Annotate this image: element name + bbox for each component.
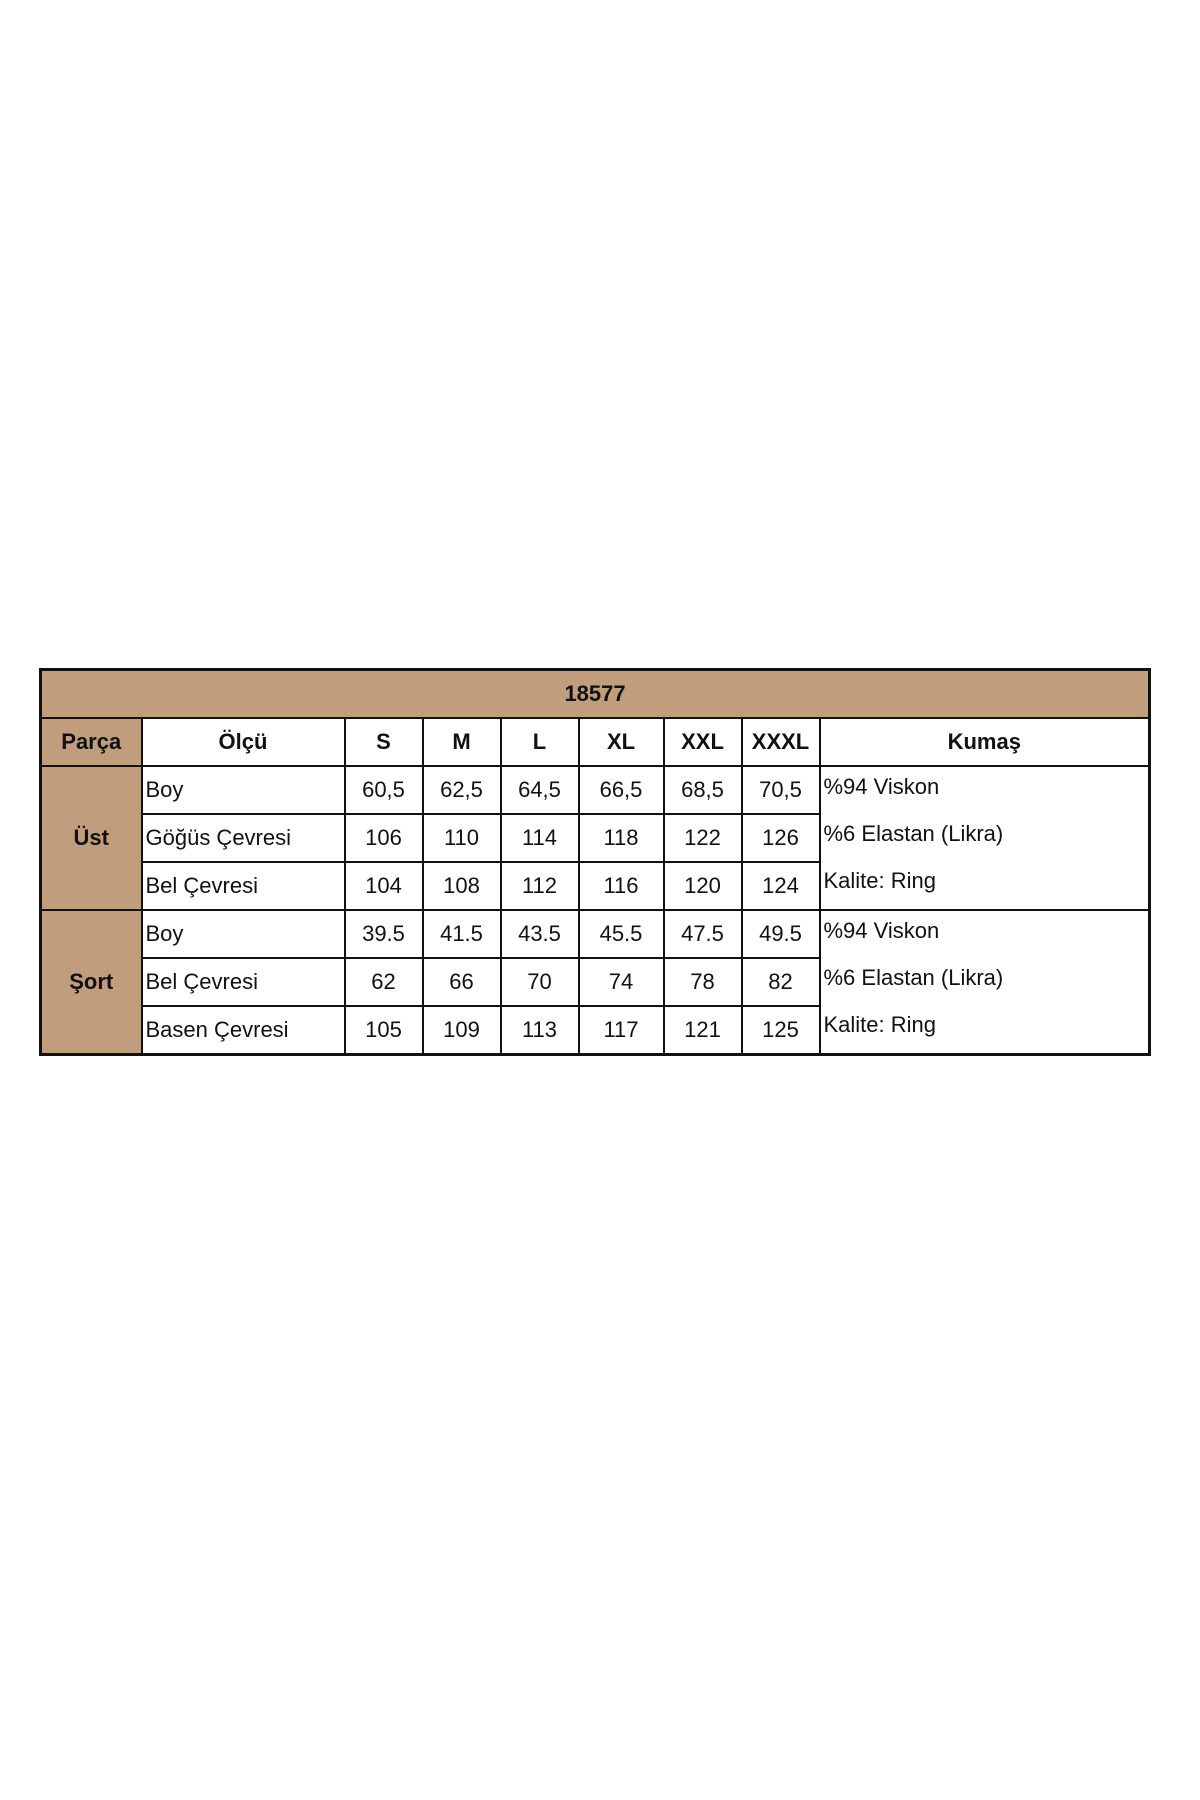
value-cell: 112	[501, 862, 579, 910]
fabric-line: %6 Elastan (Likra)	[823, 965, 1004, 990]
value-cell: 68,5	[664, 766, 742, 814]
header-measure: Ölçü	[142, 718, 345, 766]
measure-label: Bel Çevresi	[142, 958, 345, 1006]
header-size-m: M	[423, 718, 501, 766]
value-cell: 121	[664, 1006, 742, 1055]
header-size-xl: XL	[579, 718, 664, 766]
fabric-line: %6 Elastan (Likra)	[823, 821, 1004, 846]
value-cell: 110	[423, 814, 501, 862]
fabric-line: Kalite: Ring	[823, 1012, 937, 1037]
table-title: 18577	[41, 670, 1150, 719]
value-cell: 114	[501, 814, 579, 862]
group-label-sort: Şort	[41, 910, 142, 1055]
value-cell: 43.5	[501, 910, 579, 958]
value-cell: 113	[501, 1006, 579, 1055]
table-row	[41, 910, 1150, 958]
fabric-line: %94 Viskon	[823, 774, 940, 799]
value-cell: 74	[579, 958, 664, 1006]
header-size-l: L	[501, 718, 579, 766]
value-cell: 39.5	[345, 910, 423, 958]
header-fabric: Kumaş	[820, 718, 1150, 766]
value-cell: 126	[742, 814, 820, 862]
value-cell: 108	[423, 862, 501, 910]
group-label-ust: Üst	[41, 766, 142, 910]
value-cell: 105	[345, 1006, 423, 1055]
value-cell: 47.5	[664, 910, 742, 958]
value-cell: 104	[345, 862, 423, 910]
value-cell: 41.5	[423, 910, 501, 958]
header-size-s: S	[345, 718, 423, 766]
value-cell: 62	[345, 958, 423, 1006]
fabric-line: %94 Viskon	[823, 918, 940, 943]
measure-label: Göğüs Çevresi	[142, 814, 345, 862]
value-cell: 122	[664, 814, 742, 862]
value-cell: 82	[742, 958, 820, 1006]
value-cell: 64,5	[501, 766, 579, 814]
value-cell: 118	[579, 814, 664, 862]
fabric-line: Kalite: Ring	[823, 868, 937, 893]
value-cell: 66,5	[579, 766, 664, 814]
value-cell: 116	[579, 862, 664, 910]
value-cell: 109	[423, 1006, 501, 1055]
value-cell: 66	[423, 958, 501, 1006]
value-cell: 78	[664, 958, 742, 1006]
header-size-xxxl: XXXL	[742, 718, 820, 766]
measure-label: Boy	[142, 766, 345, 814]
header-part: Parça	[41, 718, 142, 766]
fabric-info-sort	[820, 910, 1150, 1055]
measure-label: Basen Çevresi	[142, 1006, 345, 1055]
value-cell: 120	[664, 862, 742, 910]
value-cell: 70,5	[742, 766, 820, 814]
value-cell: 124	[742, 862, 820, 910]
value-cell: 70	[501, 958, 579, 1006]
header-row	[41, 718, 1150, 766]
value-cell: 106	[345, 814, 423, 862]
measure-label: Boy	[142, 910, 345, 958]
measure-label: Bel Çevresi	[142, 862, 345, 910]
value-cell: 117	[579, 1006, 664, 1055]
value-cell: 45.5	[579, 910, 664, 958]
value-cell: 60,5	[345, 766, 423, 814]
header-size-xxl: XXL	[664, 718, 742, 766]
value-cell: 125	[742, 1006, 820, 1055]
fabric-info-ust	[820, 766, 1150, 910]
value-cell: 49.5	[742, 910, 820, 958]
size-chart-table	[39, 668, 1151, 1056]
table-row	[41, 766, 1150, 814]
value-cell: 62,5	[423, 766, 501, 814]
